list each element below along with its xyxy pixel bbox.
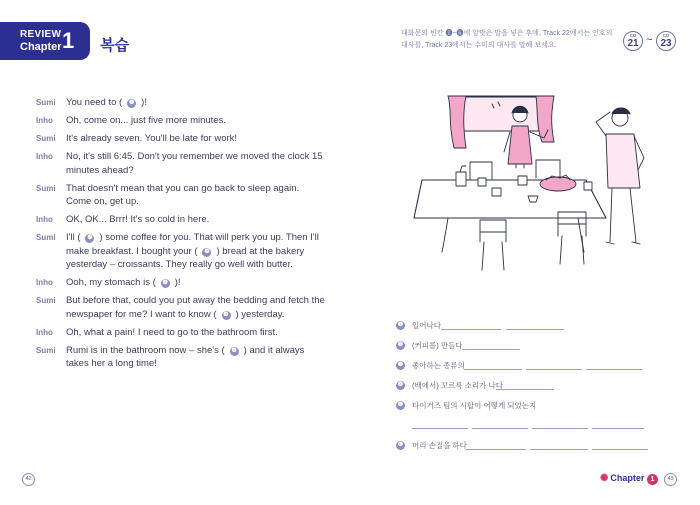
dialogue-text-segment: OK, OK... Brrr! It's so cold in here.	[66, 214, 210, 225]
dialogue-text	[66, 96, 326, 110]
dialogue-text-segment: )!	[174, 277, 181, 288]
dialogue-text	[66, 276, 326, 290]
exercise-item	[396, 360, 686, 380]
dialogue-line	[36, 326, 326, 340]
exercise-item	[396, 380, 686, 400]
dialogue-text-segment: That doesn't mean that you can go back to sleep again. Come on, get up.	[66, 182, 300, 207]
dialogue-text	[66, 182, 326, 209]
speaker-name: Sumi	[36, 134, 56, 143]
answer-blank-line	[586, 369, 642, 370]
blank-number-marker: ❹	[162, 280, 168, 286]
badge-chapter-number: 1	[62, 28, 75, 53]
dialogue-text-segment: ) and it always takes her a long time!	[66, 344, 305, 369]
exercise-number-marker: ❸	[397, 362, 404, 368]
answer-blank-line	[496, 389, 554, 390]
dialogue-line	[36, 213, 326, 227]
speaker-name: Sumi	[36, 98, 56, 107]
dialogue-line	[36, 276, 326, 290]
dialogue-line	[36, 96, 326, 110]
speaker-name: Inho	[36, 152, 53, 161]
answer-blank-line	[506, 329, 564, 330]
exercise-number-marker: ❹	[397, 382, 404, 388]
dialogue-text-segment: But before that, could you put away the bedding and fetch the newspaper for me? I want to know (	[66, 295, 325, 320]
page-number-right: 43	[664, 473, 677, 486]
dialogue-text	[66, 294, 326, 321]
speaker-name: Sumi	[36, 183, 56, 193]
answer-blank-line	[530, 449, 588, 450]
cd-track-start: 21	[627, 38, 639, 49]
dialogue-text-segment: You need to (	[66, 97, 123, 108]
exercise-hint: (커피를) 만들다	[412, 341, 463, 350]
dialogue-text-segment: It's already seven. You'll be late for work!	[66, 133, 238, 144]
answer-blank-line	[592, 428, 644, 429]
review-chapter-badge	[0, 22, 90, 60]
dialogue-text	[66, 344, 326, 371]
exercise-hint: 일어나다	[412, 321, 441, 330]
speaker-name: Sumi	[36, 296, 56, 305]
exercise-number-marker: ❷	[397, 342, 404, 348]
dialogue-text-segment: ) yesterday.	[235, 308, 285, 320]
exercise-hint: 머리 손질을 하다	[412, 441, 467, 450]
dialogue	[36, 96, 326, 375]
answer-blank-line	[532, 428, 588, 429]
blank-number-marker: ❺	[223, 311, 229, 318]
blank-number-marker: ❷	[87, 235, 93, 241]
blank-number-marker: ❶	[128, 100, 135, 106]
badge-review-label: REVIEW	[20, 29, 62, 40]
exercise-number-marker: ❶	[397, 322, 404, 328]
exercise-hint: 타이거즈 팀의 시합이 어떻게 되었는지	[412, 401, 537, 410]
answer-blank-line	[412, 428, 468, 429]
dialogue-line	[36, 132, 326, 146]
dialogue-text	[66, 231, 326, 272]
dialogue-line	[36, 344, 326, 371]
dialogue-text	[66, 132, 326, 146]
speaker-name: Sumi	[36, 345, 56, 355]
cd-track-start-badge	[623, 31, 643, 51]
cd-track-separator: ~	[646, 34, 653, 46]
cd-track-end: 23	[660, 38, 672, 49]
exercise-item	[396, 320, 686, 340]
speaker-name: Inho	[36, 278, 53, 287]
answer-blank-line	[462, 349, 520, 350]
footer-chapter-text: Chapter	[610, 473, 645, 483]
exercise-number-marker: ❺	[397, 402, 404, 408]
exercise-item	[396, 440, 686, 460]
instructions	[401, 28, 625, 52]
vocabulary-exercises	[396, 320, 686, 460]
dialogue-text-segment: No, it's still 6:45. Don't you remember we moved the clock 15 minutes ahead?	[66, 151, 323, 176]
instructions-line-2: 대사를, Track 23에서는 수미의 대사를 말해 보세요.	[401, 42, 557, 49]
answer-blank-line	[441, 329, 501, 330]
dialogue-line	[36, 182, 326, 209]
exercise-hint: 좋아하는 종류의	[412, 361, 465, 370]
dialogue-text-segment: ) some coffee for you. That will perk you up. Then I'll make breakfast. I bought your (	[66, 232, 319, 257]
dialogue-line	[36, 150, 326, 177]
page-number-left: 42	[22, 473, 35, 486]
answer-blank-line	[464, 369, 522, 370]
dialogue-line	[36, 114, 326, 128]
cd-track-end-badge	[656, 31, 676, 51]
dialogue-text-segment: Ooh, my stomach is (	[66, 277, 156, 288]
dialogue-text	[66, 114, 326, 128]
answer-blank-line	[466, 449, 526, 450]
dialogue-text-segment: Oh, what a pain! I need to go to the bathroom first.	[66, 326, 278, 338]
speaker-name: Inho	[36, 327, 53, 337]
blank-number-marker: ❸	[204, 248, 210, 255]
footer-chapter-number: 1	[647, 474, 658, 485]
exercise-hint: (배에서) 꼬르륵 소리가 나다	[412, 381, 503, 390]
cd-label: CD	[662, 33, 670, 38]
dialogue-text-segment: ) bread at the bakery yesterday – croissants. They really go well with butter.	[66, 245, 305, 270]
dialogue-text-segment: Rumi is in the bathroom now – she's (	[66, 344, 225, 356]
breakfast-scene-illustration	[408, 92, 673, 282]
exercise-item	[396, 340, 686, 360]
dialogue-line	[36, 294, 326, 321]
exercise-item	[396, 400, 686, 440]
instructions-line-1: 대화문의 빈칸 ❶~❻에 알맞은 말을 넣은 후에, Track 22에서는 인호의	[401, 30, 613, 37]
answer-blank-line	[472, 428, 528, 429]
dialogue-text	[66, 213, 326, 227]
speaker-name: Inho	[36, 215, 53, 224]
footer-chapter-label	[600, 473, 644, 484]
answer-blank-line	[526, 369, 582, 370]
dialogue-text-segment: I'll (	[66, 232, 81, 243]
answer-blank-line	[592, 449, 648, 450]
dialogue-text-segment: Oh, come on... just five more minutes.	[66, 115, 226, 126]
exercise-number-marker: ❻	[397, 442, 404, 448]
speaker-name: Inho	[36, 116, 53, 125]
speaker-name: Sumi	[36, 233, 56, 242]
badge-chapter-label: Chapter	[20, 41, 62, 53]
cd-label: CD	[629, 33, 637, 38]
blank-number-marker: ❻	[231, 347, 237, 354]
sun-icon: ✺	[600, 473, 609, 484]
dialogue-line	[36, 231, 326, 272]
dialogue-text	[66, 326, 326, 340]
dialogue-text-segment: )!	[141, 97, 147, 108]
dialogue-text	[66, 150, 326, 177]
page-title: 복습	[100, 37, 129, 54]
